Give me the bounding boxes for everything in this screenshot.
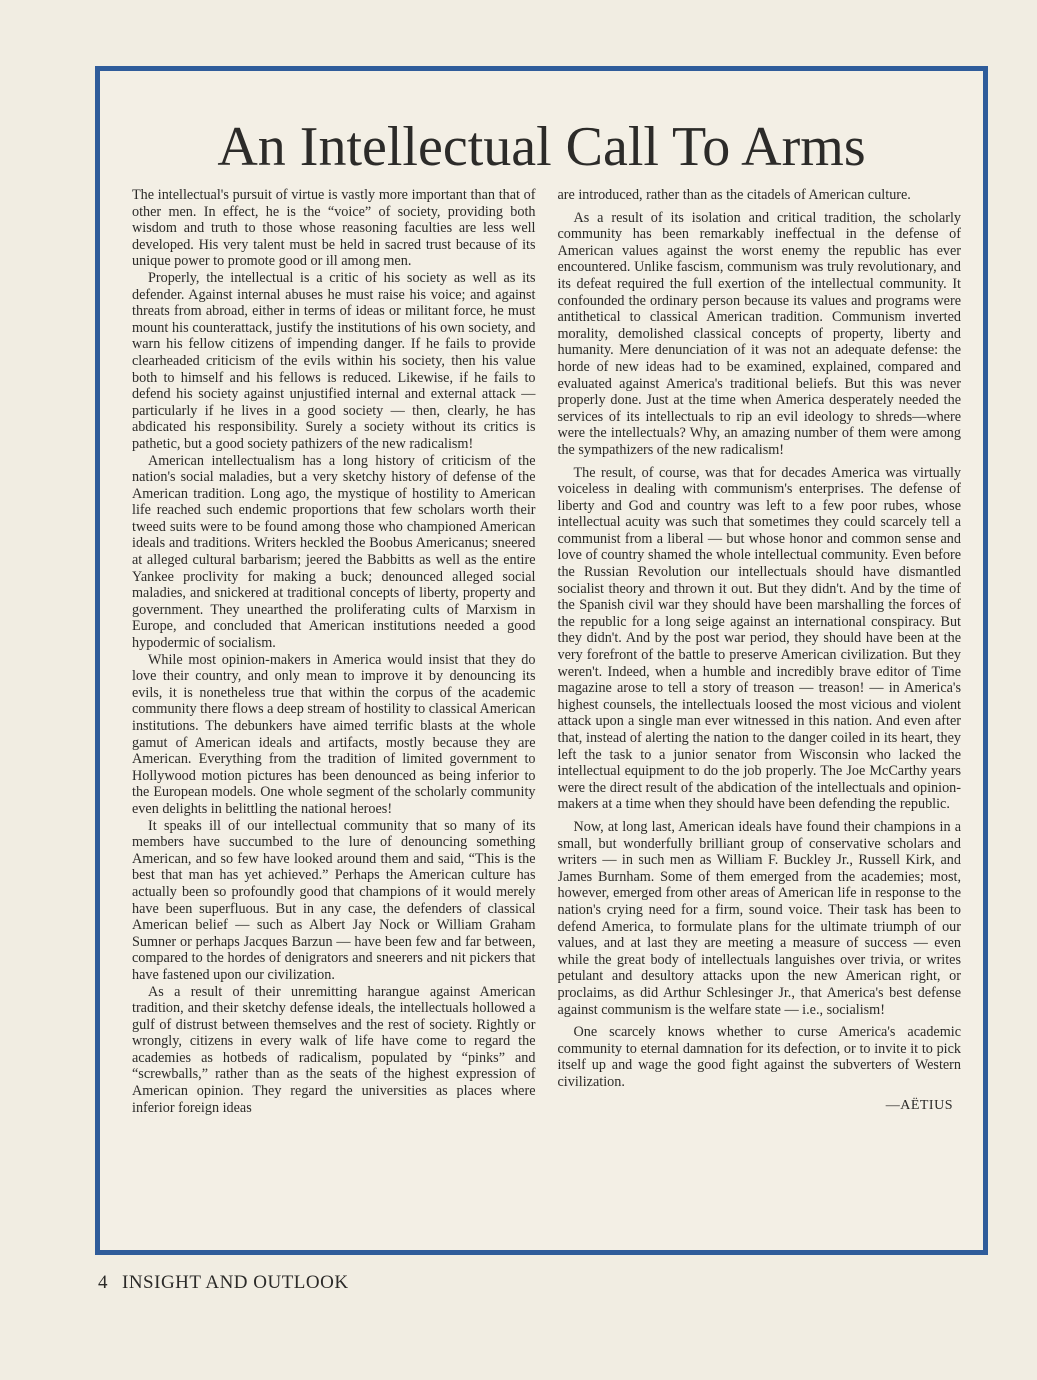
paragraph: The result, of course, was that for decades America was virtually voiceless in dealing with communism's enterprises. The defense of liberty and God and country was left to a few poor rubes, whose intellectual acuity was such that sometimes they could scarcely tell a communist from a liberal — but whose honor and common sense and love of country shamed the whole intellectual community. Even before the Russian Revolution our intellectuals should have dismantled socialist theory and thrown it out. But they didn't. And by the time of the Spanish civil war they should have been marshalling the forces of the republic for a long seige against an international conspiracy. But they didn't. And by the post war period, they should have been at the very forefront of the battle to preserve American civilization. But they weren't. Indeed, when a humble and incredibly brave editor of Time magazine arose to tell a story of treason — treason! — in America's highest counsels, the intellectuals loosed the most vicious and violent attack upon a single man ever witnessed in this nation. And even after that, instead of alerting the nation to the danger coiled in its heart, they left the task to a junior senator from Wisconsin who lacked the intellectual equipment to do the job properly. The Joe McCarthy years were the direct result of the abdication of the intellectuals and opinion-makers at a time when they should have been defending the republic.	[557, 464, 961, 813]
page-footer	[98, 1272, 349, 1294]
paragraph: As a result of its isolation and critical tradition, the scholarly community has been remarkably ineffectual in the defense of American values against the worst enemy the republic has ever encountered. Unlike fascism, communism was truly revolutionary, and its defeat required the full exertion of the intellectual community. It confounded the ordinary person because its values and programs were antithetical to classical American tradition. Communism inverted morality, demolished classical concepts of property, liberty and humanity. Mere denunciation of it was not an adequate defense: the horde of new ideas had to be examined, explained, compared and evaluated against America's traditional beliefs. But this was never properly done. Just at the time when America desperately needed the services of its intellectuals to rip an evil ideology to shreds—where were the intellectuals? Why, an amazing number of them were among the sympathizers of the new radicalism!	[557, 209, 961, 458]
left-column	[132, 187, 536, 1232]
paragraph: While most opinion-makers in America would insist that they do love their country, and only mean to improve it by denouncing its evils, it is nonetheless true that within the corpus of the academic community there flows a deep stream of hostility to classical American institutions. The debunkers have aimed terrific blasts at the whole gamut of American ideals and artifacts, mostly because they are American. Everything from the tradition of limited government to Hollywood motion pictures has been denounced as being inferior to the European models. One whole segment of the scholarly community even delights in belittling the national heroes!	[132, 651, 536, 817]
article-frame	[95, 66, 988, 1255]
article-title: An Intellectual Call To Arms	[217, 116, 866, 178]
paragraph: Properly, the intellectual is a critic of his society as well as its defender. Against internal abuses he must raise his voice; and against threats from abroad, either in terms of ideas or militant force, he must mount his counterattack, justify the institutions of his own society, and warn his fellow citizens of impending danger. If he fails to provide clearheaded criticism of the evils within his society, then his value both to himself and his fellows is reduced. Likewise, if he fails to defend his society against unjustified internal and external attack — particularly if he lives in a good society — then, clearly, he has abdicated his responsibility. Surely a society without its critics is pathetic, but a good society pathizers of the new radicalism!	[132, 269, 536, 452]
right-column	[558, 187, 962, 1232]
paragraph: Now, at long last, American ideals have found their champions in a small, but wonderfully brilliant group of conservative scholars and writers — in such men as William F. Buckley Jr., Russell Kirk, and James Burnham. Some of them emerged from the academies; most, however, emerged from other areas of American life in response to the nation's crying need for a firm, sound voice. Their task has been to defend America, to formulate plans for the ultimate triumph of our values, and at last they are meeting a measure of success — even while the great body of intellectuals languishes over trivia, or writes petulant and desultory attacks upon the new American right, or proclaims, as did Arthur Schlesinger Jr., that America's best defense against communism is the welfare state — i.e., socialism!	[557, 818, 961, 1018]
paragraph: One scarcely knows whether to curse America's academic community to eternal damnation for its defection, or to invite it to pick itself up and wage the good fight against the subverters of Western civilization.	[557, 1024, 961, 1090]
page-number: 4	[98, 1272, 108, 1293]
paragraph: are introduced, rather than as the citadels of American culture.	[557, 187, 911, 203]
paragraph: American intellectualism has a long history of criticism of the nation's social maladies, but a very sketchy history of defense of the American tradition. Long ago, the mystique of hostility to American life reached such endemic proportions that few scholars worth their tweed suits were to be found among those who championed American ideals and traditions. Writers heckled the Boobus Americanus; sneered at alleged cultural barbarism; jeered the Babbitts as well as the entire Yankee proclivity for making a buck; denounced alleged social maladies, and snickered at traditional concepts of liberty, property and government. They unearthed the proliferating cults of Marxism in Europe, and concluded that American institutions needed a good hypodermic of socialism.	[132, 452, 536, 652]
publication-name: INSIGHT AND OUTLOOK	[122, 1272, 349, 1293]
paragraph: As a result of their unremitting harangue against American tradition, and their sketchy defense ideals, the intellectuals hollowed a gulf of distrust between themselves and the rest of society. Rightly or wrongly, citizens in every walk of life have come to regard the academies as hotbeds of radicalism, populated by “pinks” and “screwballs,” rather than as the seats of the highest expression of American opinion. They regard the universities as places where inferior foreign ideas	[132, 983, 536, 1116]
article-columns	[132, 187, 961, 1232]
paragraph: It speaks ill of our intellectual community that so many of its members have succumbed to the lure of denouncing something American, and so few have looked around them and said, “This is the best that man has yet achieved.” Perhaps the American culture has actually been so profoundly good that champions of it would merely have been superfluous. But in any case, the defenders of classical American belief — such as Albert Jay Nock or William Graham Sumner or perhaps Jacques Barzun — have been few and far between, compared to the hordes of denigrators and sneerers and nit pickers that have fastened upon our civilization.	[132, 817, 536, 983]
author-signature: —AËTIUS	[885, 1098, 953, 1114]
paragraph: The intellectual's pursuit of virtue is vastly more important than that of other men. In effect, he is the “voice” of society, providing both wisdom and truth to those whose reasoning faculties are less well developed. His very talent must be held in sacred trust because of its unique power to promote good or ill among men.	[132, 187, 536, 270]
